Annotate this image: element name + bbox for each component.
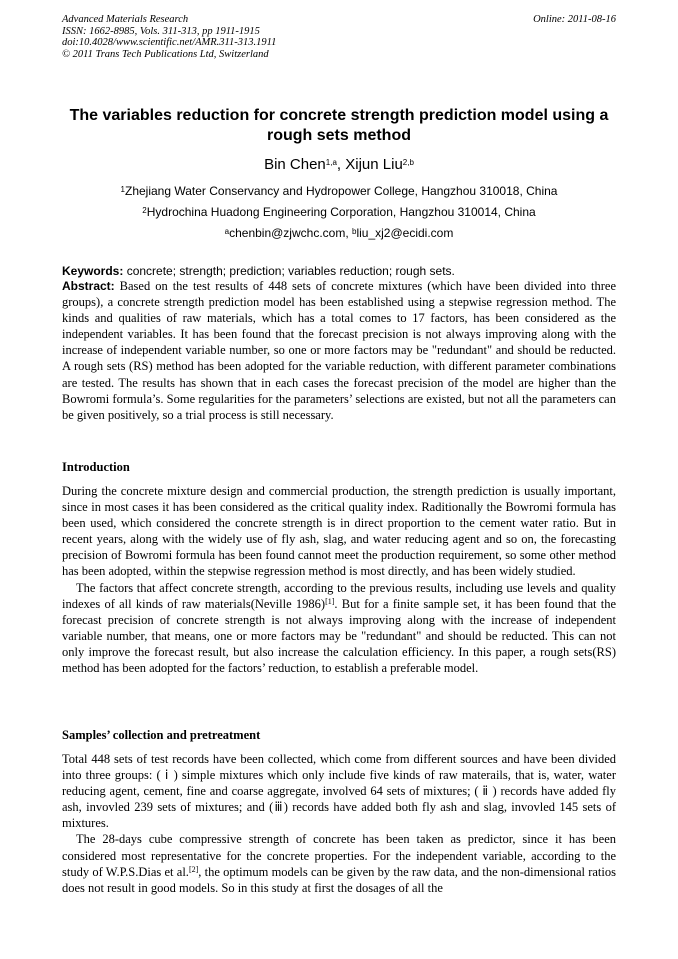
paragraph <box>62 831 616 895</box>
paragraph: During the concrete mixture design and commercial production, the strength prediction is usually important, since in most cases it has been considered as the critical quality index. Raditionally the Bowromi formula has been used, which considered the concrete strength is in direct proportion to the cement water ratio. But in recent years, along with the widely use of fly ash, slag, and water reducing agent and so on, the forecasting precision of Bowromi formula has been found cannot meet the production requirement, so some other method has been adopted, within the stepwise regression method is most directly, and has been widely studied. <box>62 484 616 579</box>
introduction-heading: Introduction <box>62 460 130 474</box>
keywords-label: Keywords: <box>62 264 124 278</box>
copyright-line: © 2011 Trans Tech Publications Ltd, Switzerland <box>62 48 269 60</box>
affiliation-1 <box>62 184 616 199</box>
affiliation-2 <box>62 205 616 220</box>
keywords <box>62 264 616 279</box>
author-affil-mark: 2,b <box>402 158 414 167</box>
paragraph: Total 448 sets of test records have been collected, which come from different sources and have been divided into three groups: ( ⅰ ) simple mixtures which only include five kinds of raw materails, that is, water, water reducing agent, cement, fine and coarse aggregate, involved 64 sets of mixtures; ( ⅱ ) records have added fly ash, invovled 239 sets of mixtures; and (ⅲ) records have added both fly ash and slag, invovled 145 sets of mixtures. <box>62 752 616 831</box>
issn-line: ISSN: 1662-8985, Vols. 311-313, pp 1911-1915 <box>62 25 260 37</box>
paragraph-text: . But for a finite sample set, it has been found that the forecast precision of concrete strength is not always improving along with the increase of independent variable number, that means, one or more factors may be "redundant" and should be reducted. This can not only improve the forecast result, but also increase the calculation efficiency. In this paper, a rough sets(RS) method has been adopted for the factors’ reduction, to establish a preferable model. <box>62 596 616 676</box>
journal-name: Advanced Materials Research <box>62 14 189 25</box>
email-mark: a <box>224 227 230 236</box>
paragraph-text: The 28-days cube compressive strength of concrete has been taken as predictor, since it has been considered most representative for the concrete properties. For the independent variable, according to the study of W.P.S.Dias et al. <box>62 832 616 879</box>
samples-heading: Samples’ collection and pretreatment <box>62 728 261 742</box>
paragraph-text: The factors that affect concrete strength, according to the previous results, including use levels and quality indexes of all kinds of raw materials(Neville 1986) <box>62 580 616 611</box>
email-a: chenbin@zjwchc.com, <box>229 226 352 240</box>
affiliation-text: Hydrochina Huadong Engineering Corporation, Hangzhou 310014, China <box>146 205 536 219</box>
online-date: Online: 2011-08-16 <box>533 14 616 25</box>
author-line: Bin Chen$^{1,a}$, Xijun Liu$^{2,b}$ <box>264 156 414 173</box>
abstract <box>62 278 616 423</box>
doi-line: doi:10.4028/www.scientific.net/AMR.311-313.1911 <box>62 37 277 49</box>
affil-mark: 1 <box>120 185 125 194</box>
paper-title: The variables reduction for concrete strength prediction model using a rough sets method <box>69 107 609 144</box>
paragraph <box>62 580 616 677</box>
author-affil-mark: 1,a <box>325 158 337 167</box>
email-b: liu_xj2@ecidi.com <box>356 226 454 240</box>
email-mark: b <box>352 227 357 236</box>
samples-body <box>62 751 616 896</box>
abstract-label: Abstract: <box>62 279 115 293</box>
paragraph-text: , the optimum models can be given by the raw data, and the non-dimensional ratios does not result in good models. So in this study at first the dosages of all the <box>62 864 616 895</box>
affil-mark: 2 <box>142 206 147 215</box>
keywords-text: concrete; strength; prediction; variables reduction; rough sets. <box>123 264 455 278</box>
email-line <box>62 226 616 241</box>
affiliation-text: Zhejiang Water Conservancy and Hydropower College, Hangzhou 310018, China <box>124 184 558 198</box>
citation: [2] <box>188 864 199 874</box>
introduction-body <box>62 483 616 676</box>
author-name: Xijun Liu <box>345 156 403 173</box>
citation: [1] <box>325 596 335 606</box>
abstract-text: Based on the test results of 448 sets of concrete mixtures (which have been divided into three groups), a concrete strength prediction model has been established using a stepwise regression method. The kinds and qualities of raw materials, which has a total comes to 17 factors, has been considered as the independent variables. It has been found that the forecast precision is not always improving along with the increase of independent variable number, so one or more factors may be "redundant" and should be reducted. A rough sets (RS) method has been adopted for the variable reduction, with different parameter combinations are tested. The results has shown that in each cases the forecast precision of the model are higher than the Bowromi formula’s. Some regularities for the parameters’ selections are existed, but not all the parameters can be given positively, so a trial process is still necessary. <box>62 279 616 422</box>
author-name: Bin Chen <box>264 156 326 173</box>
journal-header <box>62 14 616 60</box>
